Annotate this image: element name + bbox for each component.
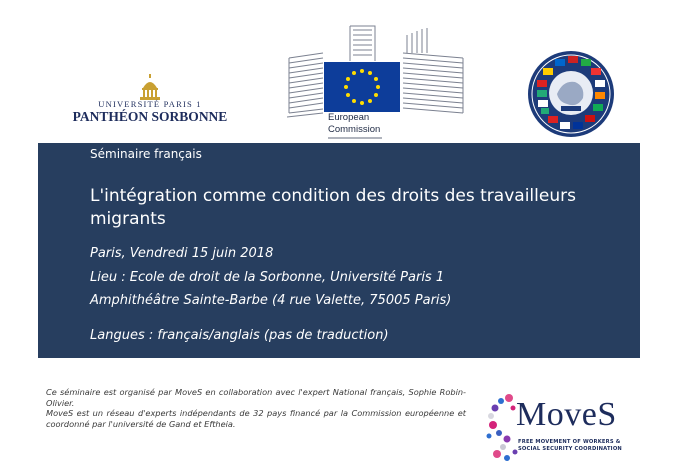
moves-logo xyxy=(483,392,623,466)
world-flags-seal-icon xyxy=(527,50,615,138)
logo-row xyxy=(0,0,680,143)
moves-tagline-1: FREE MOVEMENT OF WORKERS & xyxy=(518,439,621,445)
seminar-languages: Langues : français/anglais (pas de traduction) xyxy=(90,328,389,343)
pantheon-dome-icon xyxy=(138,74,162,102)
seminar-title: L'intégration comme condition des droits des travailleurs migrants xyxy=(90,186,576,229)
european-commission-logo xyxy=(287,25,465,143)
sorbonne-line1: UNIVERSITÉ PARIS 1 xyxy=(98,99,202,109)
footer-note xyxy=(46,387,466,429)
footer-paragraph-2: MoveS est un réseau d'experts indépendants de 32 pays financé par la Commission européenne et coordonné par l'université de Gand et Eftheia. xyxy=(46,408,466,429)
sorbonne-logo xyxy=(70,72,230,128)
moves-wordmark: MoveS xyxy=(516,396,617,433)
commission-line2: Commission xyxy=(328,124,381,135)
seminar-info-panel xyxy=(38,143,640,358)
seminar-date: Paris, Vendredi 15 juin 2018 xyxy=(90,246,274,261)
seminar-room: Amphithéâtre Sainte-Barbe (4 rue Valette, 75005 Paris) xyxy=(90,293,452,308)
eu-flag-icon xyxy=(324,62,400,112)
sorbonne-line2: PANTHÉON SORBONNE xyxy=(72,109,228,124)
commission-underline xyxy=(328,137,382,139)
footer-paragraph-1: Ce séminaire est organisé par MoveS en collaboration avec l'expert National français, Sophie Robin-Olivier. xyxy=(46,387,466,408)
moves-tagline-2: SOCIAL SECURITY COORDINATION xyxy=(518,446,622,452)
seminar-location: Lieu : Ecole de droit de la Sorbonne, Université Paris 1 xyxy=(90,270,445,285)
seminar-kicker: Séminaire français xyxy=(90,147,202,161)
commission-line1: European xyxy=(328,112,370,123)
